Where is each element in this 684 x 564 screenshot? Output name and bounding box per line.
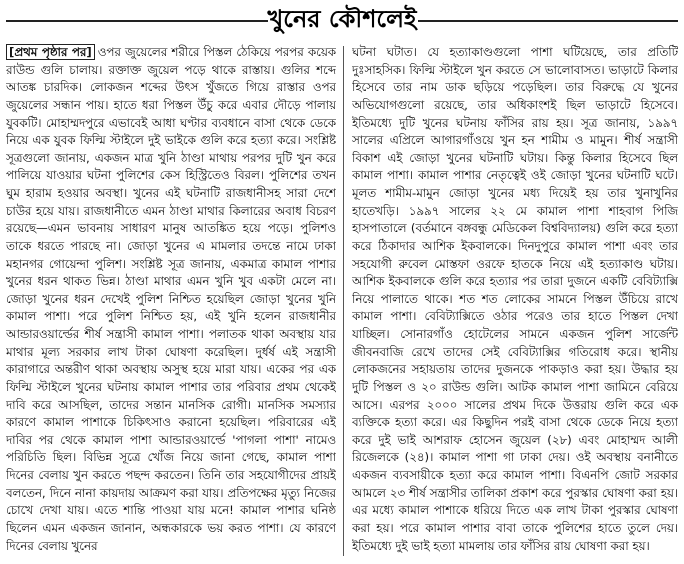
article-headline: খুনের কৌশলেই	[267, 4, 417, 33]
headline-bar	[0, 0, 684, 44]
column-left-body: ওপর জুয়েলের শরীরে পিস্তল ঠেকিয়ে পরপর কয়েক রাউন্ড গুলি চালায়। রক্তাক্ত জুয়েল পড়ে থাকে রাস্তায়। গুলির শব্দে আতঙ্ক চারদিক। লোকজন শব্দের উৎস খুঁজতে গিয়ে রাস্তার ওপর জুয়েলের সন্ধান পায়। হাতে ধরা পিস্তল উঁচু করে এবার দৌড়ে পালায় যুবকটি। মোহাম্মদপুরে এভাবেই আধা ঘণ্টার ব্যবধানে বাসা থেকে ডেকে নিয়ে এক যুবক ফিল্মি স্টাইলে দুই ভাইকে গুলি করে হত্যা করে। সংশ্লিষ্ট সূত্রগুলো জানায়, একজন মাত্র খুনি ঠাণ্ডা মাথায় পরপর দুটি খুন করে পালিয়ে যাওয়ার ঘটনা পুলিশের কেস হিস্ট্রিতেও বিরল। পুলিশের তখন ঘুম হারাম হওয়ার অবস্থা। খুনের এই ঘটনাটি রাজধানীসহ সারা দেশে চাউর হয়ে যায়। রাজধানীতে এমন ঠাণ্ডা মাথার কিলারের অবাধ বিচরণ রয়েছে—এমন ভাবনায় সাধারণ মানুষ আতঙ্কিত হয়ে পড়ে। পুলিশও তাকে ধরতে পারছে না। জোড়া খুনের এ মামলার তদন্তে নামে ঢাকা মহানগর গোয়েন্দা পুলিশ। সংশ্লিষ্ট সূত্র জানায়, একমাত্র কামাল পাশার খুনের ধরন থাকত ভিন্ন। ঠাণ্ডা মাথার এমন খুনি খুব একটা মেলে না। জোড়া খুনের ধরন দেখেই পুলিশ নিশ্চিত হয়েছিল জোড়া খুনের খুনি কামাল পাশা। পরে পুলিশ নিশ্চিত হয়, এই খুনি হলেন রাজধানীর আন্ডারওয়ার্ল্ডের শীর্ষ সন্ত্রাসী কামাল পাশা। পলাতক থাকা অবস্থায় যার মাথার মূল্য সরকার লাখ টাকা ঘোষণা করেছিল। দুর্ধর্ষ এই সন্ত্রাসী কারাগারে অন্তরীণ থাকা অবস্থায় অসুস্থ হয়ে মারা যায়। একের পর এক ফিল্মি স্টাইলে খুনের ঘটনায় কামাল পাশার তার পরিবার প্রথম থেকেই দাবি করে আসছিল, তাদের সন্তান মানসিক রোগী। মানসিক সমস্যার কারণে কামাল পাশাকে চিকিৎসাও করানো হয়েছিল। পরিবারের এই দাবির পর থেকে কামাল পাশা আন্ডারওয়ার্ল্ডে 'পাগলা পাশা' নামেও পরিচিতি ছিল। বিভিন্ন সূত্রে খোঁজ নিয়ে জানা গেছে, কামাল পাশা দিনের বেলায় খুন করতে পছন্দ করতেন। তিনি তার সহযোগীদের প্রায়ই বলতেন, দিনে নানা কায়দায় আক্রমণ করা যায়। প্রতিপক্ষের মৃত্যু নিজের চোখে দেখা যায়। এতে শান্তি পাওয়া যায় মনে! কামাল পাশার ঘনিষ্ঠ ছিলেন এমন একজন জানান, অন্ধকারকে ভয় করত পাশা। যে কারণে দিনের বেলায় খুনের	[6, 45, 336, 553]
column-divider	[343, 46, 344, 556]
column-right-body: ঘটনা ঘটাত। যে হত্যাকাণ্ডগুলো পাশা ঘটিয়েছে, তার প্রতিটি দুঃসাহসিক। ফিল্মি স্টাইলে খুন করতে সে ভালোবাসত। ভাড়াটে কিলার হিসেবে তার নাম ডাক ছড়িয়ে পড়েছিল। তার বিরুদ্ধে যে খুনের অভিযোগগুলো রয়েছে, তার অধিকাংশই ছিল ভাড়াটে হিসেবে। ইতিমধ্যে দুটি খুনের ঘটনায় ফাঁসির রায় হয়। সূত্র জানায়, ১৯৯৭ সালের এপ্রিলে আগারগাঁওয়ে খুন হন শামীম ও মামুন। শীর্ষ সন্ত্রাসী বিকাশ এই জোড়া খুনের ঘটনাটি ঘটায়। কিন্তু কিলার হিসেবে ছিল কামাল পাশা। কামাল পাশার নেতৃত্বেই ওই জোড়া খুনের ঘটনাটি ঘটে। মূলত শামীম-মামুন জোড়া খুনের মধ্য দিয়েই হয় তার খুনাখুনির হাতেখড়ি। ১৯৯৭ সালের ২২ মে কামাল পাশা শাহবাগ পিজি হাসপাতালে (বর্তমানে বঙ্গবন্ধু মেডিকেল বিশ্ববিদ্যালয়) গুলি করে হত্যা করে ঠিকাদার আশিক ইকবালকে। দিনদুপুরে কামাল পাশা এবং তার সহযোগী রুবেল মোস্তফা ওরফে হাতকে নিয়ে এই হত্যাকাণ্ড ঘটায়। আশিক ইকবালকে গুলি করে হত্যার পর তারা দুজনে একটি বেবিট্যাক্সি নিয়ে পালাতে থাকে। শত শত লোকের সামনে পিস্তল উঁচিয়ে রাখে কামাল পাশা। বেবিট্যাক্সিতে ওঠার পরেও তার হাতে পিস্তল দেখা যাচ্ছিল। সোনারগাঁও হোটেলের সামনে একজন পুলিশ সার্জেন্ট জীবনবাজি রেখে তাদের সেই বেবিট্যাক্সির গতিরোধ করে। স্থানীয় লোকজনের সহায়তায় তাদের দুজনকে পাকড়াও করা হয়। উদ্ধার হয় দুটি পিস্তল ও ২০ রাউন্ড গুলি। আটক কামাল পাশা জামিনে বেরিয়ে আসে। এরপর ২০০০ সালের প্রথম দিকে উত্তরায় গুলি করে এক ব্যক্তিকে হত্যা করে। এর কিছুদিন পরই বাসা থেকে ডেকে নিয়ে হত্যা করে দুই ভাই আশরাফ হোসেন জুয়েল (২৮) এবং মোহাম্মদ আলী রিজেলকে (২৪)। কামাল পাশা গা ঢাকা দেয়। ওই অবস্থায় বনানীতে একজন ব্যবসায়ীকে হত্যা করে কামাল পাশা। বিএনপি জোট সরকার আমলে ২৩ শীর্ষ সন্ত্রাসীর তালিকা প্রকাশ করে পুরস্কার ঘোষণা করা হয়। এর মধ্যে কামাল পাশাকে ধরিয়ে দিতে এক লাখ টাকা পুরস্কার ঘোষণা করা হয়। পরে কামাল পাশার বাবা তাকে পুলিশের হাতে তুলে দেয়। ইতিমধ্যে দুই ভাই হত্যা মামলায় তার ফাঁসির রায় ঘোষণা করা হয়।	[352, 45, 678, 553]
article-column-right	[352, 44, 678, 558]
article-column-left	[6, 44, 336, 558]
continued-from-front-label: [প্রথম পৃষ্ঠার পর]	[6, 44, 95, 60]
column-left-text	[6, 44, 336, 555]
